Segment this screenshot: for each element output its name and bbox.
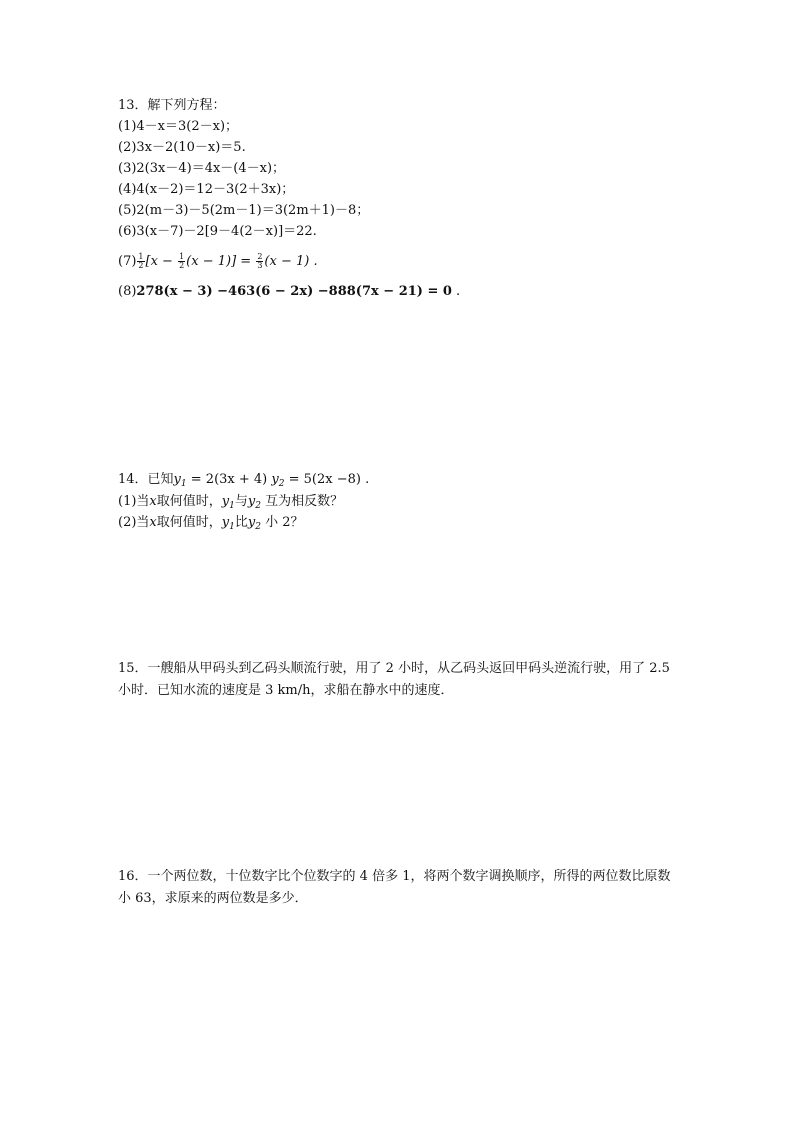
q13-item-1: (1)4－x＝3(2－x)；	[118, 119, 239, 134]
q14-y1-expression: = 2(3x + 4)	[186, 472, 272, 487]
item7-mid1: [x −	[145, 254, 178, 269]
q14-p2-y1: $y_1$	[221, 515, 235, 532]
q14-part-1: (1)当x取何值时，$y_1$与$y_2$ 互为相反数？	[118, 494, 344, 511]
item8-prefix: (8)	[118, 284, 137, 299]
q14-title-prefix: 14．已知	[118, 472, 174, 487]
fraction-3: $\frac{2}{3}$	[257, 252, 263, 270]
q13-item-3: (3)2(3x－4)＝4x－(4－x)；	[118, 161, 286, 176]
q15-text: 15．一艘船从甲码头到乙码头顺流行驶，用了 2 小时，从乙码头返回甲码头逆流行驶，用了 2.5 小时．已知水流的速度是 3 km/h，求船在静水中的速度．	[118, 661, 670, 698]
item7-mid2: (x − 1)] =	[186, 254, 256, 269]
q14-title	[118, 470, 369, 494]
q14-y2-expression: = 5(2x −8)	[284, 472, 361, 487]
q13-item-2: (2)3x－2(10－x)＝5.	[118, 140, 246, 155]
item7-prefix: (7)	[118, 254, 137, 269]
q13-item-7	[118, 252, 318, 272]
q14-part-2: (2)当x取何值时，$y_1$比$y_2$ 小 2？	[118, 515, 304, 532]
fraction-1: $\frac{1}{2}$	[138, 252, 144, 270]
q13-item-8	[118, 282, 460, 302]
fraction-2: $\frac{1}{2}$	[179, 252, 185, 270]
q14-p2-y2: $y_2$	[247, 515, 261, 532]
q13-item-6: (6)3(x－7)－2[9－4(2－x)]＝22.	[118, 224, 317, 239]
q14-p1-y1: $y_1$	[221, 494, 235, 511]
q14-title-suffix: .	[360, 472, 370, 487]
q14-y2: $y_2$	[271, 472, 285, 489]
item7-tail: (x − 1) .	[264, 254, 318, 269]
q14-p1-y2: $y_2$	[247, 494, 261, 511]
q13-item-4: (4)4(x－2)＝12－3(2＋3x)；	[118, 182, 295, 197]
q13-item-5: (5)2(m－3)－5(2m－1)＝3(2m＋1)－8；	[118, 203, 370, 218]
item8-suffix: .	[451, 284, 461, 299]
q13-title: 13．解下列方程：	[118, 98, 226, 113]
q14-y1: $y_1$	[173, 472, 187, 489]
item8-expression: 278(x − 3) −463(6 − 2x) −888(7x − 21) = 0	[136, 284, 452, 299]
q16-text: 16．一个两位数，十位数字比个位数字的 4 倍多 1，将两个数字调换顺序，所得的两位数比原数小 63，求原来的两位数是多少．	[118, 869, 671, 906]
